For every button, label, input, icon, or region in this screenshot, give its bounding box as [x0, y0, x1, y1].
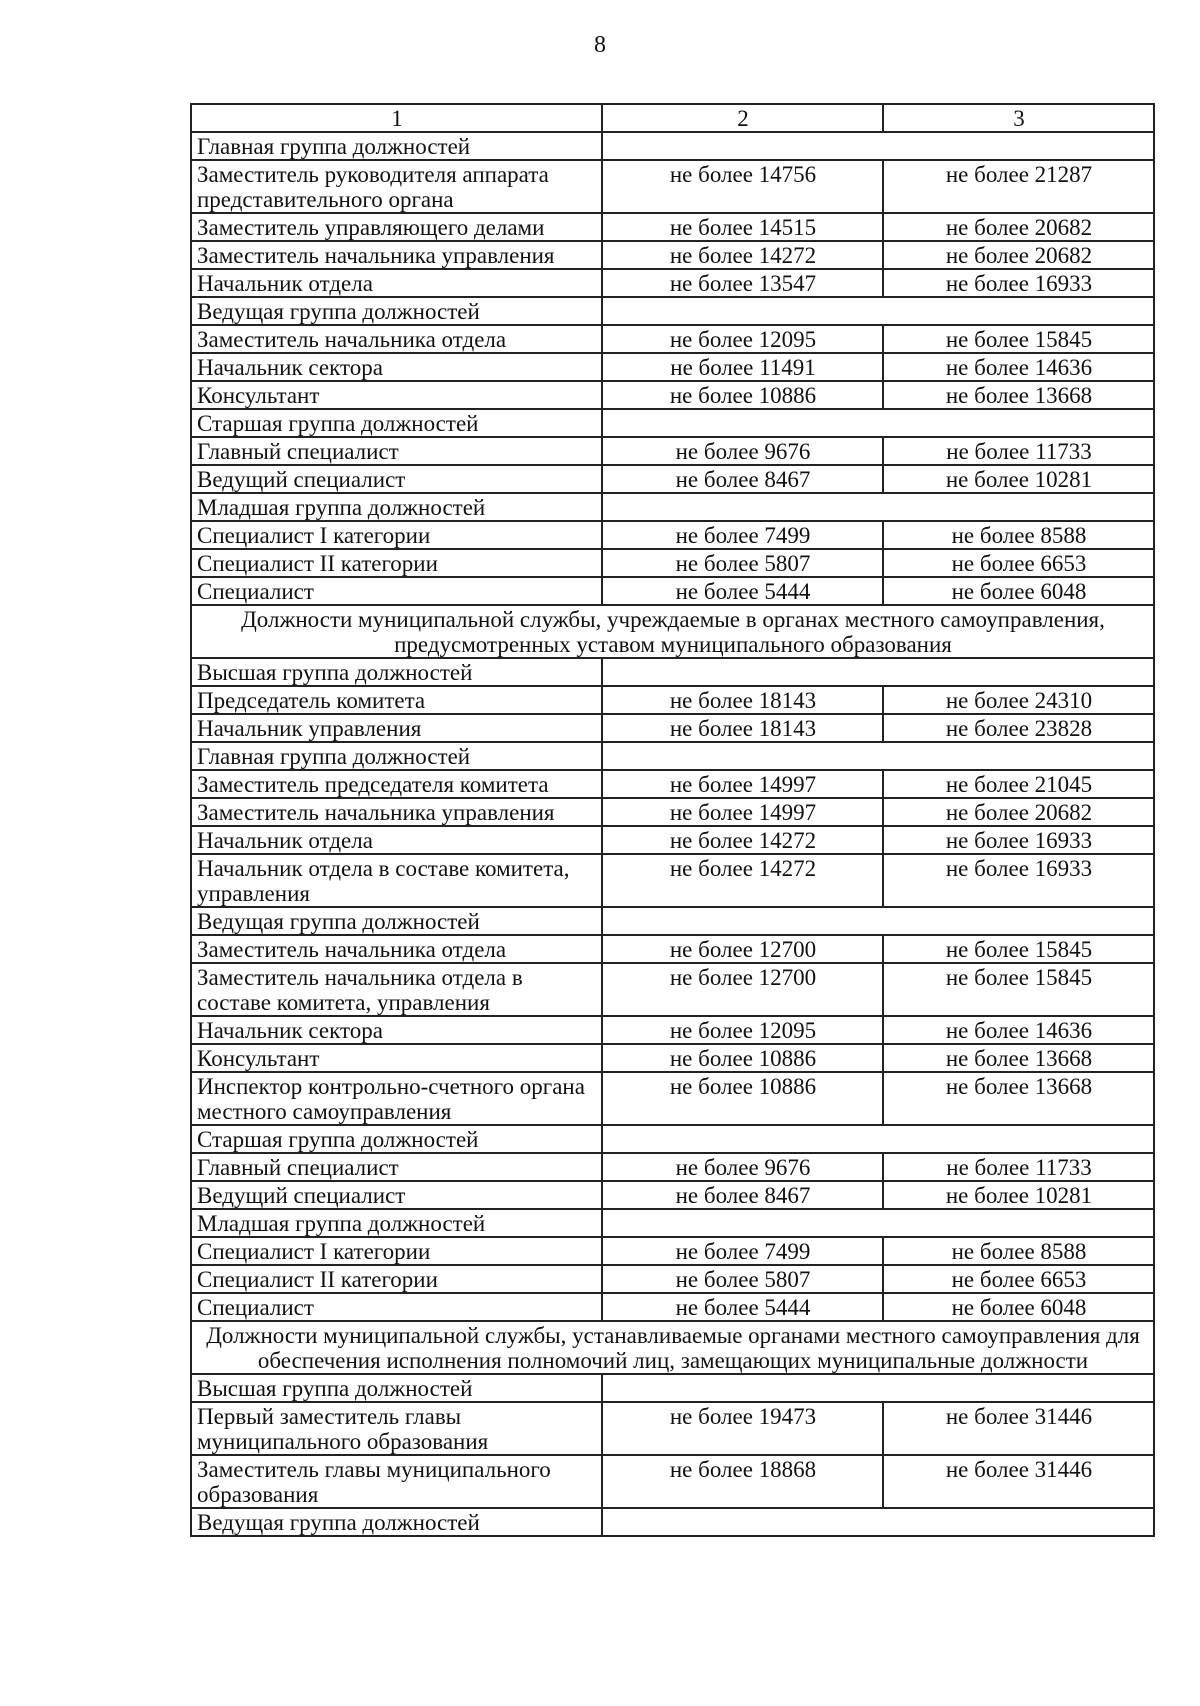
position-name: Заместитель начальника отдела	[191, 325, 602, 353]
salary-min-value: не более 14272	[602, 826, 883, 854]
table-row	[191, 325, 1154, 353]
group-heading-row	[191, 297, 1154, 325]
salary-max-value: не более 16933	[883, 269, 1154, 297]
table-row	[191, 1293, 1154, 1321]
position-name: Главный специалист	[191, 1153, 602, 1181]
salary-max-value: не более 6653	[883, 549, 1154, 577]
position-name: Начальник сектора	[191, 1016, 602, 1044]
table-row	[191, 826, 1154, 854]
salary-min-value: не более 7499	[602, 1237, 883, 1265]
salary-min-value: не более 10886	[602, 381, 883, 409]
empty-cell	[602, 1125, 1154, 1153]
section-heading-row	[191, 605, 1154, 658]
salary-max-value: не более 13668	[883, 1072, 1154, 1125]
empty-cell	[602, 742, 1154, 770]
table-row	[191, 1072, 1154, 1125]
table-row	[191, 854, 1154, 907]
table-row	[191, 798, 1154, 826]
group-heading: Ведущая группа должностей	[191, 297, 602, 325]
salary-min-value: не более 9676	[602, 437, 883, 465]
position-name: Специалист I категории	[191, 1237, 602, 1265]
salary-min-value: не более 9676	[602, 1153, 883, 1181]
position-name: Начальник сектора	[191, 353, 602, 381]
table-row	[191, 160, 1154, 213]
table-body	[191, 104, 1154, 1536]
salary-min-value: не более 10886	[602, 1072, 883, 1125]
salary-min-value: не более 8467	[602, 1181, 883, 1209]
group-heading: Высшая группа должностей	[191, 1374, 602, 1402]
salary-max-value: не более 21287	[883, 160, 1154, 213]
salary-max-value: не более 6048	[883, 1293, 1154, 1321]
position-name: Ведущий специалист	[191, 1181, 602, 1209]
table-row	[191, 963, 1154, 1016]
salary-max-value: не более 10281	[883, 1181, 1154, 1209]
group-heading: Младшая группа должностей	[191, 493, 602, 521]
salary-min-value: не более 8467	[602, 465, 883, 493]
salary-max-value: не более 11733	[883, 437, 1154, 465]
salary-max-value: не более 16933	[883, 826, 1154, 854]
salary-min-value: не более 18868	[602, 1455, 883, 1508]
group-heading-row	[191, 1374, 1154, 1402]
group-heading: Главная группа должностей	[191, 132, 602, 160]
section-heading-row	[191, 1321, 1154, 1374]
group-heading: Старшая группа должностей	[191, 1125, 602, 1153]
table-row	[191, 1153, 1154, 1181]
salary-min-value: не более 18143	[602, 714, 883, 742]
position-name: Заместитель руководителя аппарата представительного органа	[191, 160, 602, 213]
table-row	[191, 1265, 1154, 1293]
position-name: Специалист	[191, 577, 602, 605]
group-heading-row	[191, 907, 1154, 935]
group-heading: Старшая группа должностей	[191, 409, 602, 437]
salary-max-value: не более 20682	[883, 798, 1154, 826]
table-row	[191, 714, 1154, 742]
position-name: Начальник отдела в составе комитета, управления	[191, 854, 602, 907]
salary-min-value: не более 5444	[602, 577, 883, 605]
table-row	[191, 1237, 1154, 1265]
header-cell-3: 3	[883, 104, 1154, 132]
salary-min-value: не более 5807	[602, 1265, 883, 1293]
salary-min-value: не более 19473	[602, 1402, 883, 1455]
group-heading: Ведущая группа должностей	[191, 1508, 602, 1536]
salary-max-value: не более 8588	[883, 521, 1154, 549]
table-row	[191, 770, 1154, 798]
group-heading-row	[191, 1125, 1154, 1153]
salary-min-value: не более 12700	[602, 963, 883, 1016]
group-heading-row	[191, 409, 1154, 437]
header-cell-2: 2	[602, 104, 883, 132]
salary-max-value: не более 8588	[883, 1237, 1154, 1265]
table-row	[191, 549, 1154, 577]
section-heading: Должности муниципальной службы, устанавливаемые органами местного самоуправления для обеспечения исполнения полномочий лиц, замещающих муниципальные должности	[191, 1321, 1154, 1374]
position-name: Специалист	[191, 1293, 602, 1321]
salary-max-value: не более 6048	[883, 577, 1154, 605]
salary-max-value: не более 31446	[883, 1402, 1154, 1455]
position-name: Специалист II категории	[191, 1265, 602, 1293]
table-row	[191, 241, 1154, 269]
position-name: Начальник отдела	[191, 269, 602, 297]
group-heading-row	[191, 1209, 1154, 1237]
salary-min-value: не более 7499	[602, 521, 883, 549]
table-row	[191, 1016, 1154, 1044]
table-row	[191, 1402, 1154, 1455]
position-name: Заместитель председателя комитета	[191, 770, 602, 798]
salary-min-value: не более 12095	[602, 325, 883, 353]
salary-max-value: не более 10281	[883, 465, 1154, 493]
table-row	[191, 1044, 1154, 1072]
table-row	[191, 577, 1154, 605]
table-header-row	[191, 104, 1154, 132]
group-heading: Ведущая группа должностей	[191, 907, 602, 935]
salary-max-value: не более 13668	[883, 1044, 1154, 1072]
position-name: Специалист II категории	[191, 549, 602, 577]
group-heading: Главная группа должностей	[191, 742, 602, 770]
salary-max-value: не более 23828	[883, 714, 1154, 742]
empty-cell	[602, 1508, 1154, 1536]
group-heading: Младшая группа должностей	[191, 1209, 602, 1237]
position-name: Консультант	[191, 381, 602, 409]
salary-min-value: не более 12095	[602, 1016, 883, 1044]
salary-min-value: не более 14272	[602, 241, 883, 269]
group-heading-row	[191, 742, 1154, 770]
header-cell-1: 1	[191, 104, 602, 132]
salary-max-value: не более 24310	[883, 686, 1154, 714]
salary-min-value: не более 12700	[602, 935, 883, 963]
position-name: Заместитель начальника отдела в составе комитета, управления	[191, 963, 602, 1016]
salary-min-value: не более 14997	[602, 798, 883, 826]
group-heading-row	[191, 132, 1154, 160]
salary-max-value: не более 15845	[883, 325, 1154, 353]
salary-min-value: не более 14997	[602, 770, 883, 798]
position-name: Начальник отдела	[191, 826, 602, 854]
salary-min-value: не более 14272	[602, 854, 883, 907]
salary-max-value: не более 21045	[883, 770, 1154, 798]
salary-min-value: не более 13547	[602, 269, 883, 297]
empty-cell	[602, 132, 1154, 160]
position-name: Начальник управления	[191, 714, 602, 742]
group-heading-row	[191, 658, 1154, 686]
empty-cell	[602, 297, 1154, 325]
table-row	[191, 686, 1154, 714]
salary-min-value: не более 5444	[602, 1293, 883, 1321]
empty-cell	[602, 907, 1154, 935]
salary-max-value: не более 14636	[883, 1016, 1154, 1044]
empty-cell	[602, 1209, 1154, 1237]
table-row	[191, 935, 1154, 963]
salary-max-value: не более 15845	[883, 935, 1154, 963]
position-name: Специалист I категории	[191, 521, 602, 549]
empty-cell	[602, 493, 1154, 521]
position-name: Заместитель главы муниципального образования	[191, 1455, 602, 1508]
table-row	[191, 353, 1154, 381]
group-heading: Высшая группа должностей	[191, 658, 602, 686]
table-row	[191, 269, 1154, 297]
position-name: Консультант	[191, 1044, 602, 1072]
salary-min-value: не более 14515	[602, 213, 883, 241]
salary-max-value: не более 13668	[883, 381, 1154, 409]
group-heading-row	[191, 1508, 1154, 1536]
salary-max-value: не более 6653	[883, 1265, 1154, 1293]
empty-cell	[602, 1374, 1154, 1402]
table-row	[191, 437, 1154, 465]
position-name: Ведущий специалист	[191, 465, 602, 493]
section-heading: Должности муниципальной службы, учреждаемые в органах местного самоуправления, предусмотренных уставом муниципального образования	[191, 605, 1154, 658]
empty-cell	[602, 409, 1154, 437]
salary-max-value: не более 20682	[883, 241, 1154, 269]
salary-min-value: не более 10886	[602, 1044, 883, 1072]
salary-table	[190, 103, 1155, 1537]
salary-max-value: не более 11733	[883, 1153, 1154, 1181]
table-row	[191, 1181, 1154, 1209]
salary-max-value: не более 20682	[883, 213, 1154, 241]
position-name: Инспектор контрольно-счетного органа местного самоуправления	[191, 1072, 602, 1125]
salary-max-value: не более 14636	[883, 353, 1154, 381]
salary-max-value: не более 15845	[883, 963, 1154, 1016]
table-row	[191, 465, 1154, 493]
salary-min-value: не более 11491	[602, 353, 883, 381]
position-name: Заместитель управляющего делами	[191, 213, 602, 241]
salary-min-value: не более 14756	[602, 160, 883, 213]
position-name: Первый заместитель главы муниципального образования	[191, 1402, 602, 1455]
salary-min-value: не более 18143	[602, 686, 883, 714]
table-row	[191, 213, 1154, 241]
position-name: Заместитель начальника управления	[191, 241, 602, 269]
position-name: Главный специалист	[191, 437, 602, 465]
salary-min-value: не более 5807	[602, 549, 883, 577]
group-heading-row	[191, 493, 1154, 521]
position-name: Заместитель начальника управления	[191, 798, 602, 826]
empty-cell	[602, 658, 1154, 686]
table-row	[191, 1455, 1154, 1508]
position-name: Заместитель начальника отдела	[191, 935, 602, 963]
table-row	[191, 381, 1154, 409]
salary-max-value: не более 16933	[883, 854, 1154, 907]
salary-max-value: не более 31446	[883, 1455, 1154, 1508]
position-name: Председатель комитета	[191, 686, 602, 714]
page-number: 8	[594, 32, 606, 58]
table-row	[191, 521, 1154, 549]
